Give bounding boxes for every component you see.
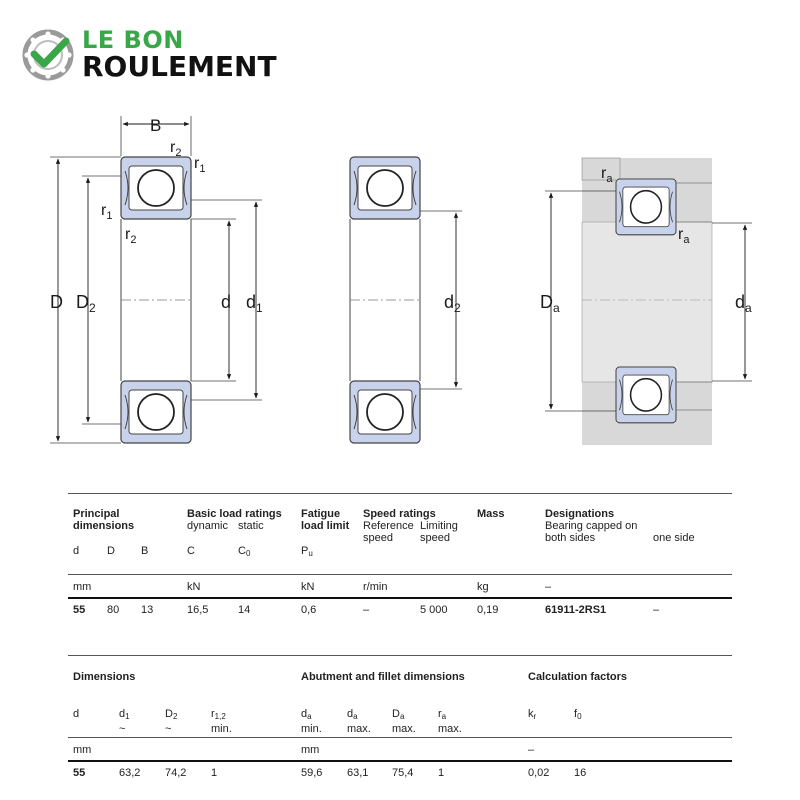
sym2-r12: $r_{1,2}$ min. (211, 708, 232, 735)
sym-D: D (107, 545, 115, 557)
label-Da: $D_a$ (540, 292, 560, 315)
hdr-reference-speed: speed (363, 532, 393, 544)
label-r1-top: $r_1$ (194, 155, 206, 175)
unit-dash: – (545, 581, 552, 593)
val2-kr: 0,02 (528, 767, 550, 779)
val2-D2: 74,2 (165, 767, 187, 779)
unit-rmin: r/min (363, 581, 388, 593)
val-d: 55 (73, 604, 86, 616)
val-D: 80 (107, 604, 120, 616)
unit2-mm-abutment: mm (301, 744, 320, 756)
sym2-Da-max: $D_a$ max. (392, 708, 416, 735)
val-designation: 61911-2RS1 (545, 604, 607, 616)
table1-top-rule (68, 493, 732, 494)
label-r2-side: $r_2$ (125, 226, 137, 246)
unit-kg: kg (477, 581, 489, 593)
hdr-speed-ratings: Speed ratings (363, 508, 436, 520)
val2-f0: 16 (574, 767, 587, 779)
hdr-reference: Reference (363, 520, 414, 532)
sym2-d1: $d_1$ ~ (119, 708, 130, 735)
logo-text-top: LE BON (82, 26, 184, 54)
label-D2: $D_2$ (76, 292, 96, 315)
val2-r12: 1 (211, 767, 218, 779)
hdr-calc-factors: Calculation factors (528, 671, 628, 683)
table2-data-rule (68, 760, 732, 762)
hdr-dimensions2: Dimensions (73, 671, 136, 683)
sym2-D2: $D_2$ ~ (165, 708, 178, 735)
hdr-capped: Bearing capped on (545, 520, 638, 532)
hdr-basic-load: Basic load ratings (187, 508, 282, 520)
hdr-static: static (238, 520, 264, 532)
val-ref-speed: – (363, 604, 370, 616)
hdr-limiting: Limiting (420, 520, 458, 532)
unit2-dash: – (528, 744, 535, 756)
val-lim-speed: 5 000 (420, 604, 448, 616)
val2-d1: 63,2 (119, 767, 141, 779)
sym2-da-min: $d_a$ min. (301, 708, 322, 735)
sym-B: B (141, 545, 149, 557)
label-da: $d_a$ (735, 292, 752, 315)
bearing-side-view (350, 157, 462, 443)
logo-text-bottom: ROULEMENT (82, 50, 277, 83)
hdr-fatigue: Fatigue (301, 508, 341, 520)
hdr-one-side: one side (653, 532, 695, 544)
hdr-dynamic: dynamic (187, 520, 228, 532)
sym2-f0: $f_0$ (574, 708, 582, 721)
label-d: d (221, 292, 232, 312)
hdr-both-sides: both sides (545, 532, 596, 544)
sym-Pu: $P_u$ (301, 545, 313, 558)
unit-mm: mm (73, 581, 92, 593)
table2-mid-rule (68, 737, 732, 738)
sym2-ra-max: $r_a$ max. (438, 708, 462, 735)
sym-d: d (73, 545, 80, 557)
hdr-abutment: Abutment and fillet dimensions (301, 671, 465, 683)
hdr-load-limit: load limit (301, 520, 350, 532)
label-ra-side: $r_a$ (678, 226, 690, 246)
val-B: 13 (141, 604, 154, 616)
label-d2: $d_2$ (444, 292, 461, 315)
val-one-side: – (653, 604, 660, 616)
hdr-principal: Principal (73, 508, 120, 520)
label-r2-top: $r_2$ (170, 139, 182, 159)
hdr-limiting-speed: speed (420, 532, 450, 544)
val2-da-min: 59,6 (301, 767, 323, 779)
bearing-mounting-view (540, 158, 752, 445)
sym-C: C (187, 545, 195, 557)
val2-da-max: 63,1 (347, 767, 369, 779)
label-ra-top: $r_a$ (601, 165, 613, 185)
unit-kN-fatigue: kN (301, 581, 315, 593)
sym2-da-max: $d_a$ max. (347, 708, 371, 735)
bearing-section-view (50, 116, 263, 443)
val-mass: 0,19 (477, 604, 499, 616)
label-D: D (50, 292, 63, 312)
hdr-mass: Mass (477, 508, 505, 520)
val-C0: 14 (238, 604, 251, 616)
label-B: B (150, 116, 162, 135)
val-Pu: 0,6 (301, 604, 317, 616)
label-r1-side: $r_1$ (101, 202, 113, 222)
hdr-designations: Designations (545, 508, 615, 520)
unit-kN-load: kN (187, 581, 201, 593)
sym2-d: d (73, 708, 80, 720)
table1-mid-rule (68, 574, 732, 575)
table1-data-rule (68, 597, 732, 599)
label-d1: $d_1$ (246, 292, 263, 315)
hdr-dimensions: dimensions (73, 520, 135, 532)
val2-Da-max: 75,4 (392, 767, 414, 779)
unit2-mm-dimensions: mm (73, 744, 92, 756)
table2-top-rule (68, 655, 732, 656)
sym-C0: $C_0$ (238, 545, 251, 558)
val2-ra-max: 1 (438, 767, 445, 779)
sym2-kr: $k_r$ (528, 708, 537, 721)
val2-d: 55 (73, 767, 86, 779)
val-C: 16,5 (187, 604, 209, 616)
